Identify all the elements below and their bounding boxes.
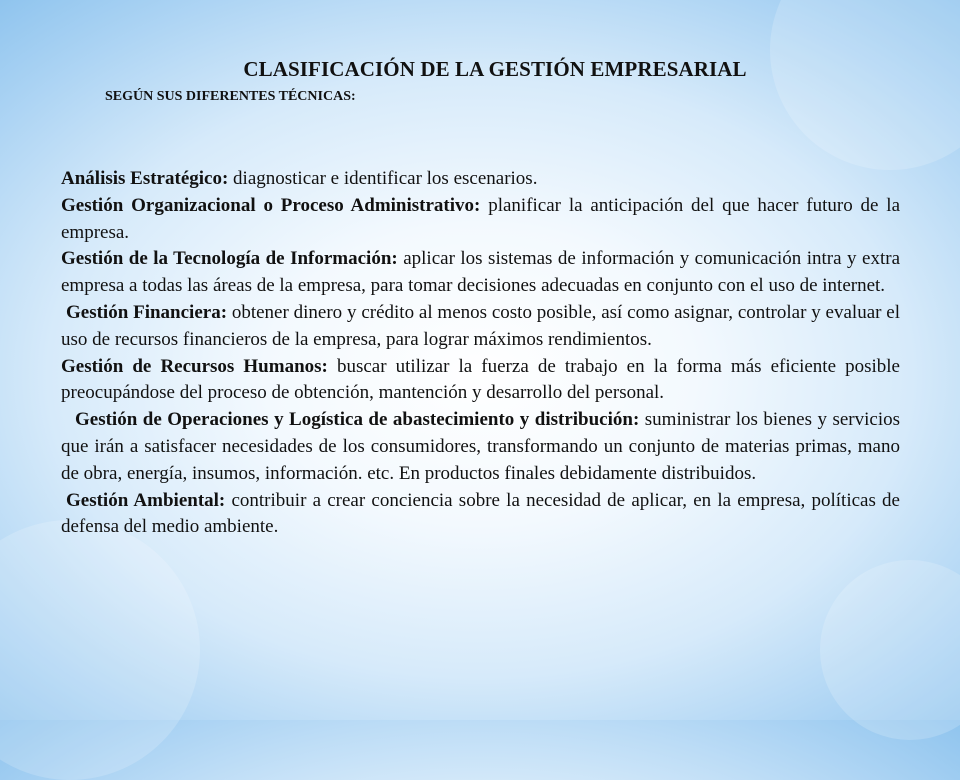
item-term: Gestión de la Tecnología de Información: — [61, 248, 398, 270]
item-term: Gestión de Operaciones y Logística de abastecimiento y distribución: — [75, 409, 640, 431]
item-text: suministrar los bienes y servicios que irán a satisfacer necesidades de los consumidores, transformando un conjunto de materias primas, mano de obra, energía, insumos, información. etc. En productos finales debidamente distribuidos. — [61, 409, 900, 484]
item-text: contribuir a crear conciencia sobre la necesidad de aplicar, en la empresa, políticas de defensa del medio ambiente. — [61, 489, 900, 538]
item-gestion-tecnologia — [61, 246, 900, 300]
slide-subtitle: SEGÚN SUS DIFERENTES TÉCNICAS: — [105, 89, 356, 104]
background-bokeh — [820, 560, 960, 740]
item-text: obtener dinero y crédito al menos costo posible, así como asignar, controlar y evaluar el uso de recursos financieros de la empresa, para lograr máximos rendimientos. — [61, 301, 900, 350]
item-term: Gestión Ambiental: — [66, 489, 226, 511]
item-term: Gestión de Recursos Humanos: — [61, 355, 328, 377]
item-text: aplicar los sistemas de información y comunicación intra y extra empresa a todas las áreas de la empresa, para tomar decisiones adecuadas en conjunto con el uso de internet. — [61, 248, 901, 297]
item-analisis-estrategico — [61, 166, 900, 193]
item-term: Gestión Organizacional o Proceso Administrativo: — [61, 194, 481, 216]
item-text: diagnosticar e identificar los escenarios. — [228, 168, 538, 189]
item-gestion-ambiental — [61, 488, 900, 542]
item-gestion-recursos-humanos — [61, 354, 900, 408]
background-bokeh — [770, 0, 960, 170]
item-gestion-operaciones — [61, 407, 900, 487]
item-text: buscar utilizar la fuerza de trabajo en la forma más eficiente posible preocupándose del proceso de obtención, mantención y desarrollo del personal. — [61, 355, 900, 404]
item-gestion-organizacional — [61, 193, 900, 247]
background-bokeh — [0, 520, 200, 780]
item-term: Análisis Estratégico: — [61, 168, 229, 189]
slide-title: CLASIFICACIÓN DE LA GESTIÓN EMPRESARIAL — [243, 57, 747, 81]
item-term: Gestión Financiera: — [66, 301, 228, 323]
item-text: planificar la anticipación del que hacer futuro de la empresa. — [61, 194, 901, 243]
item-gestion-financiera — [61, 300, 900, 354]
slide-body — [61, 166, 900, 541]
